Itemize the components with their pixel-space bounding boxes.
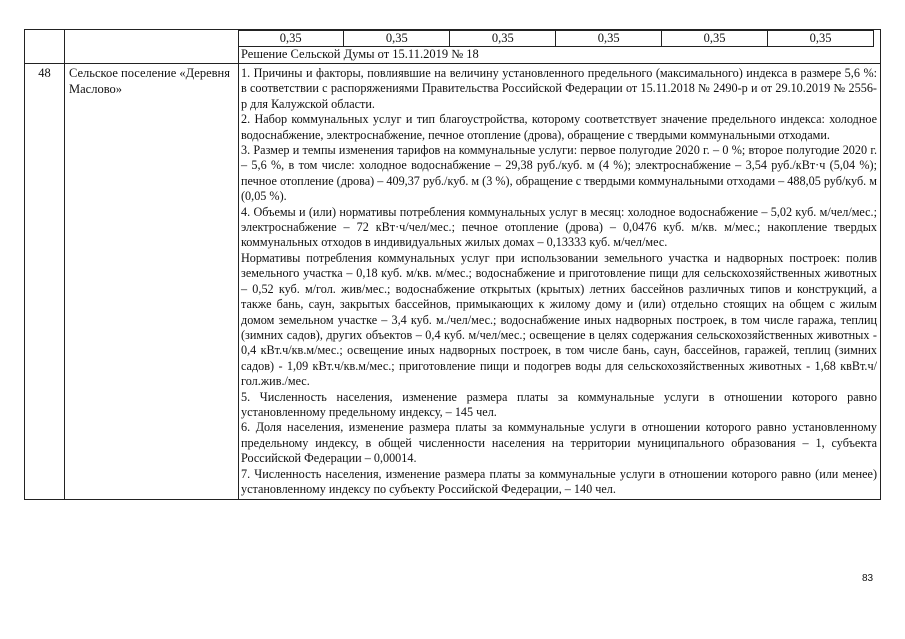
paragraph-population-share: 6. Доля населения, изменение размера платы за коммунальные услуги в отношении которого равно установленному предельному индексу, в общей численности населения на территории муниципального образования – 1, субъекта Российской Федерации – 0,00014.	[241, 420, 877, 466]
settlement-name: Сельское поселение «Деревня Маслово»	[65, 64, 239, 500]
empty-name-cell	[65, 30, 239, 64]
decision-text: Решение Сельской Думы от 15.11.2019 № 18	[241, 47, 479, 61]
row-content	[239, 64, 881, 500]
paragraph-services-set: 2. Набор коммунальных услуг и тип благоустройства, которому соответствует значение предельного индекса: холодное водоснабжение, электроснабжение, печное отопление (дрова), обращение с твердыми коммунальными отходами.	[241, 112, 877, 142]
previous-row	[25, 30, 881, 64]
rate-cell: 0,35	[556, 31, 662, 47]
rate-cell: 0,35	[450, 31, 556, 47]
paragraph-volumes: 4. Объемы и (или) нормативы потребления коммунальных услуг в месяц: холодное водоснабжение – 5,02 куб. м/чел/мес.; электроснабжение – 72 кВт·ч/чел/мес.; печное отопление (дрова) – 0,0476 куб. м/кв. м/мес.; накопление твердых коммунальных отходов в индивидуальных жилых домах – 0,13333 куб. м/чел/мес.	[241, 204, 877, 250]
rate-cell: 0,35	[768, 31, 874, 47]
rate-cell: 0,35	[344, 31, 450, 47]
rate-cell: 0,35	[238, 31, 344, 47]
empty-number-cell	[25, 30, 65, 64]
index-table	[24, 29, 881, 500]
paragraph-tariffs: 3. Размер и темпы изменения тарифов на коммунальные услуги: первое полугодие 2020 г. – 0 %; второе полугодие 2020 г. – 5,6 %, в том числе: холодное водоснабжение – 29,38 руб./куб. м (4 %); электроснабжение – 3,54 руб./кВт·ч (5,04 %); печное отопление (дрова) – 409,37 руб./куб. м (3 %), обращение с твердыми коммунальными отходами – 488,05 руб/куб. м (0,05 %).	[241, 143, 877, 204]
paragraph-population: 5. Численность населения, изменение размера платы за коммунальные услуги в отношении которого равно установленному предельному индексу, – 145 чел.	[241, 389, 877, 419]
paragraph-population-regional: 7. Численность населения, изменение размера платы за коммунальные услуги в отношении которого равно (или менее) установленному индексу по субъекту Российской Федерации, – 140 чел.	[241, 466, 877, 496]
rates-table	[238, 30, 874, 47]
paragraph-reasons: 1. Причины и факторы, повлиявшие на величину установленного предельного (максимального) индекса в размере 5,6 %: в соответствии с распоряжениями Правительства Российской Федерации от 15.11.2018 № 2490-р и от 29.10.2019 № 2556-р для Калужской области.	[241, 66, 877, 111]
rates-cell	[239, 30, 881, 64]
paragraph-land-norms: Нормативы потребления коммунальных услуг при использовании земельного участка и надворных построек: полив земельного участка – 0,18 куб. м/кв. м/мес.; водоснабжение и приготовление пищи для сельскохозяйственных животных – 0,52 куб. м/гол. жив/мес.; водоснабжение открытых (крытых) летних бассейнов различных типов и конструкций, а также бань, саун, закрытых бассейнов, примыкающих к жилому дому и (или) отдельно стоящих на общем с жилым домом земельном участке – 3,4 куб. м./чел/мес.; водоснабжение иных надворных построек, в том числе гаража, теплиц (зимних садов), других объектов – 0,4 куб. м/чел/мес.; освещение в целях содержания сельскохозяйственных животных - 0,4 кВт.ч/кв.м/мес.; освещение иных надворных построек, в том числе бань, саун, бассейнов, гаражей, теплиц (зимних садов) - 1,09 кВт.ч/кв.м/мес.; приготовление пищи и подогрев воды для сельскохозяйственных животных - 1,68 квВт.ч/гол.жив./мес.	[241, 250, 877, 389]
rate-cell: 0,35	[662, 31, 768, 47]
page-number: 83	[862, 573, 874, 584]
row-number: 48	[25, 64, 65, 500]
table-row	[25, 64, 881, 500]
